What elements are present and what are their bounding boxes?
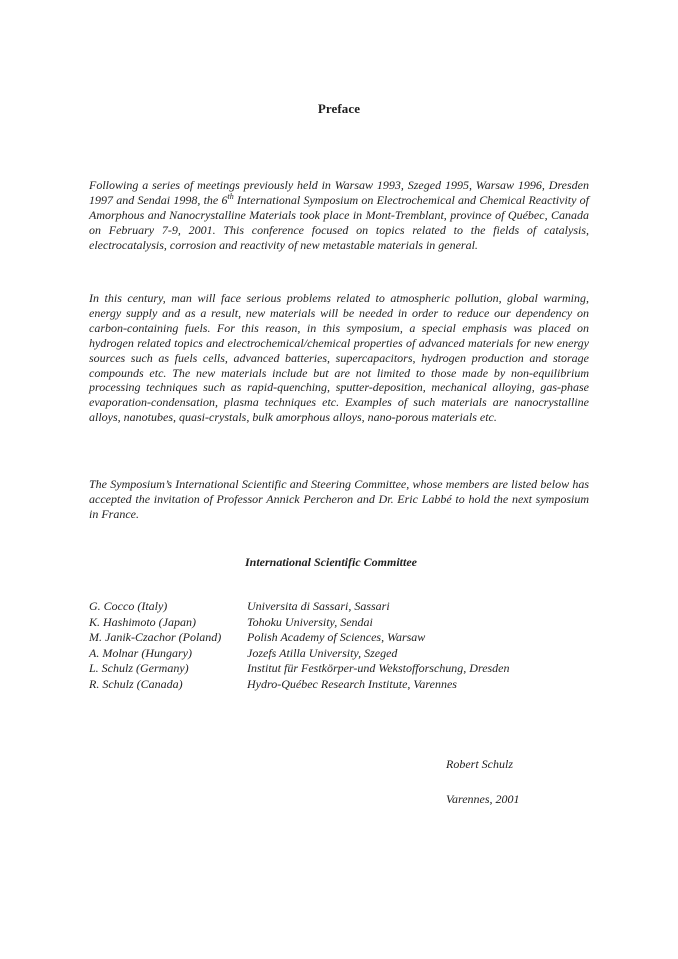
member-affiliation: Universita di Sassari, Sassari <box>247 599 390 613</box>
committee-list <box>89 599 609 692</box>
committee-member <box>89 630 609 646</box>
intro-paragraph <box>89 178 589 253</box>
member-name: A. Molnar (Hungary) <box>89 645 192 660</box>
intro-text-start: Following a series of meetings previously held in Warsaw 1993, Szeged 1995, Warsaw 1996, Dresden 1997 and Sendai 1998, the 6 <box>89 178 589 207</box>
member-name: K. Hashimoto (Japan) <box>89 614 196 629</box>
committee-member <box>89 646 609 662</box>
committee-member <box>89 661 609 677</box>
member-name: R. Schulz (Canada) <box>89 676 183 691</box>
member-name: G. Cocco (Italy) <box>89 599 168 613</box>
committee-member <box>89 599 609 615</box>
member-affiliation: Tohoku University, Sendai <box>247 614 373 629</box>
signature-place-date: Varennes, 2001 <box>446 792 520 806</box>
ordinal-superscript: th <box>227 191 234 201</box>
member-affiliation: Institut für Festkörper-und Wekstofforschung, Dresden <box>247 661 510 675</box>
member-name: M. Janik-Czachor (Poland) <box>89 630 222 644</box>
signature-name: Robert Schulz <box>446 757 513 771</box>
committee-paragraph: The Symposium’s International Scientific and Steering Committee, whose members are listed below has accepted the invitation of Professor Annick Percheron and Dr. Eric Labbé to hold the next symposium in France. <box>89 477 589 521</box>
page-title: Preface <box>317 101 361 116</box>
member-affiliation: Hydro-Québec Research Institute, Varennes <box>247 676 457 691</box>
committee-heading: International Scientific Committee <box>244 555 417 569</box>
topics-paragraph: In this century, man will face serious problems related to atmospheric pollution, global warming, energy supply and as a result, new materials will be needed in order to reduce our dependency on carbon-containing fuels. For this reason, in this symposium, a special emphasis was placed on hydrogen related topics and electrochemical/chemical properties of advanced materials for new energy sources such as fuels cells, advanced batteries, supercapacitors, hydrogen production and storage compounds etc. The new materials include but are not limited to those made by non-equilibrium processing techniques such as rapid-quenching, sputter-deposition, mechanical alloying, gas-phase evaporation-condensation, plasma techniques etc. Examples of such materials are nanocrystalline alloys, nanotubes, quasi-crystals, bulk amorphous alloys, nano-porous materials etc. <box>89 291 589 425</box>
committee-member <box>89 615 609 631</box>
intro-text-end: International Symposium on Electrochemical and Chemical Reactivity of Amorphous and Nanocrystalline Materials took place in Mont-Tremblant, province of Québec, Canada on February 7-9, 2001. This conference focused on topics related to the fields of catalysis, electrocatalysis, corrosion and reactivity of new metastable materials in general. <box>89 192 589 252</box>
member-affiliation: Polish Academy of Sciences, Warsaw <box>247 630 426 644</box>
member-name: L. Schulz (Germany) <box>89 661 189 675</box>
committee-member <box>89 677 609 693</box>
member-affiliation: Jozefs Atilla University, Szeged <box>247 645 398 660</box>
